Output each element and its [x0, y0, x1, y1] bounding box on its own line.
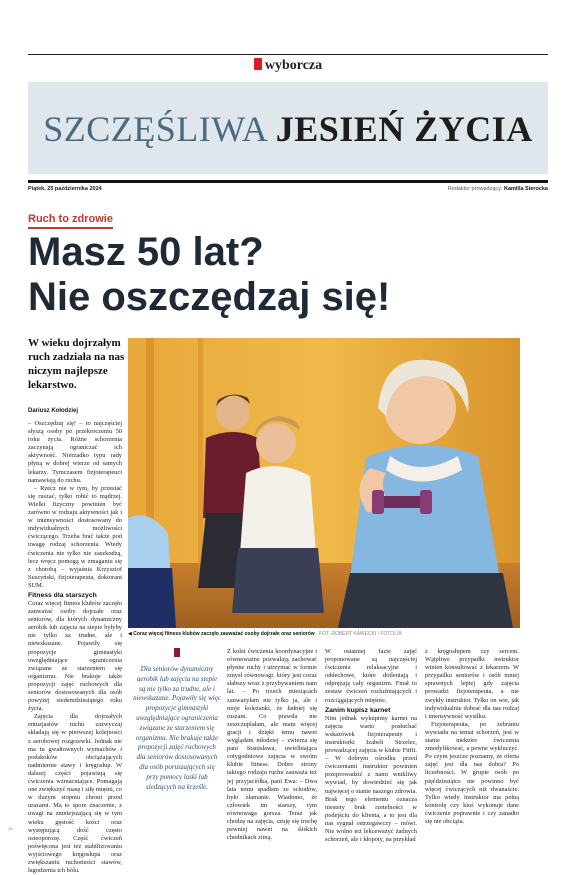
banner-title-dark: JESIEŃ ŻYCIA — [275, 109, 533, 149]
issue-date: Piątek, 25 października 2024 — [28, 186, 102, 192]
masthead — [0, 58, 576, 74]
article-headline — [28, 230, 548, 320]
text-column-5 — [425, 648, 519, 832]
brand-name: wyborcza — [264, 58, 323, 73]
paragraph: Coraz więcej fitness klubów zaczęło zauważać osoby dojrzałe oraz seniorów, dla których dynamiczny aerobik lub zajęcia na stepie byłyby nie tylko za trudne, ale i niewskazane. Pojawiły się propozycje gimnastyki uwzględniające ograniczenia związane ze starzeniem się organizmu. Nie brakuje także propozycji zajęć ruchowych dla seniorów dostosowanych dla osób powyżej siedemdziesiątego roku życia. — [28, 599, 122, 713]
masthead-rule — [28, 54, 548, 55]
text-column-4 — [325, 648, 417, 844]
paragraph: – Rzecz nie w tym, by przestać się ruszać, tylko robić to mądrzej. Wielki fizyczny powinien być zarówno w rodzaju aktywności jak i w intensywności dostosowany do indywidualnych możliwości ćwiczącego. Trzeba brać także pod uwagę rodzaj schorzenia. Wtedy ćwiczenia nie tylko nie zaszkodzą, lecz wręcz pomogą w zmaganiu się z chorobą – wyjaśnia Krzysztof Suszyński, fizjoterapeuta, doktorant ŚUM. — [28, 484, 122, 589]
quote-marker-icon — [174, 648, 180, 657]
text-column-3 — [227, 648, 317, 842]
editor-credit — [448, 186, 548, 192]
paragraph: Z kolei ćwiczenia koordynacyjne i równoważne pozwalają zachować płynne ruchy i utrzymać w formie zmysł równowagi, który jest coraz słabszy wraz z przybywaniem nam lat. – Po trzech miesiącach zauważyłam nie tylko ja, ale i moje koleżanki, że ładniej się ruszam. Co prawda nie zeszczuplałam, ale mam więcej gracji i dzięki temu nawet wyglądam młodziej – zwierza się pani Stanisława, uwielbiająca cotygodniowe zajęcia w swoim klubie fitness. Dobre strony takiego rodzaju ruchu zauważa też jej przyjaciółka, pani Ewa: – Dwa lata temu spadłam ze schodów, było złamanie. Wiadomo, że człowiek im starszy, tym równowaga gorsza. Teraz jak chodzę na zajęcia, czuję się trochę pewniej nawet na śliskich chodnikach zimą. — [227, 648, 317, 842]
caption-marker-icon: ◀ — [128, 631, 132, 637]
paragraph: W ostatniej fazie zajęć proponowane są najczęściej ćwiczenia relaksacyjne i oddechowe, które dotleniają i odprężają cały organizm. Finał to zestaw ćwiczeń rozluźniających i rozciągających mięśnie. — [325, 648, 417, 704]
article-kicker: Ruch to zdrowie — [28, 213, 113, 229]
editor-name: Kamilla Sierocka — [503, 186, 548, 192]
banner-title — [28, 108, 548, 150]
paragraph: Nim jednak wykupimy karnet na zajęcia warto posłuchać wskazówek fizjoterapeuty i instruktorki Izabeli Strzelec, prowadzącej zajęcia w klubie Fitfit. – W dobrym ośrodku przed ćwiczeniami instruktor powinien przeprowadzić z nami wnikliwy wywiad, by dowiedzieć się jak najwięcej o stanie naszego zdrowia. Brak tego elementu oznacza niestety brak rzetelności w podejściu do klienta, a to jest dla nas sygnał ostrzegawczy – mówi. Nie wolno też lekceważyć żadnych schorzeń, ale i kłopoty, na przykład — [325, 714, 417, 844]
article-author: Dariusz Kołodziej — [28, 408, 79, 414]
headline-line-2: Nie oszczędzaj się! — [28, 275, 391, 319]
subhead: Zanim kupisz karnet — [325, 706, 391, 714]
article-photo — [128, 338, 520, 628]
pull-quote — [133, 648, 221, 828]
pull-quote-text: Dla seniorów dynamiczny aerobik lub zajęcia na stepie są nie tylko za trudne, ale i niewskazane. Pojawiły się więc propozycje gimnastyki uwzględniające ograniczenia związane ze starzeniem się organizmu. Nie brakuje także propozycji zajęć ruchowych dla seniorów dostosowanych dla osób poruszających się przy pomocy laski lub siedzących na krześle. — [133, 665, 221, 791]
text-column-1 — [28, 420, 122, 875]
caption-text: Coraz więcej fitness klubów zaczęło zauważać osoby dojrzałe oraz seniorów — [133, 631, 315, 637]
section-banner — [28, 82, 548, 174]
banner-title-light: SZCZĘŚLIWA — [43, 109, 267, 149]
brand-logo-mark — [254, 58, 262, 70]
paragraph: – Oszczędzaj się! – to najczęściej słyszą osoby po przekroczeniu 50 roku życia. Różne schorzenia zaczynają ograniczać ich aktywność. Nierzadko typu rady płyną w dobrej wierze od samych lekarzy. Tymczasem fizjoterapeuci namawiają do ruchu. — [28, 420, 122, 484]
photo-caption — [128, 631, 520, 637]
headline-line-1: Masz 50 lat? — [28, 230, 264, 274]
paragraph: Fizjoterapeuta, po zebraniu wywiadu na temat schorzeń, jest w stanie niektóre ćwiczenia zmodyfikować, a pewne wykluczyć. Po czym jeszcze poznamy, że oferta zajęć jest dla nas dobra? Po liczebności. W grupie osób po pięćdziesiątce nie powinno być więcej ćwiczących niż dwanaście. Tylko wtedy instruktor ma pełną kontrolę czy ktoś wykonuje dane ćwiczenie poprawnie i czy zanadto się nie obciąża. — [425, 720, 519, 825]
subhead: Fitness dla starszych — [28, 591, 97, 599]
article-lead: W wieku dojrzałym ruch zadziała na nas niczym najlepsze lekarstwo. — [28, 337, 125, 391]
editor-label: Redaktor prowadzący: — [447, 186, 503, 192]
page-number: 16 — [8, 826, 13, 831]
photo-credit: FOT. ROBERT KAWECKI / FOTOLIA — [319, 631, 402, 637]
paragraph: Zajęcia dla dojrzałych entuzjastów ruchu zazwyczaj składają się w pierwszej kolejności z aerobowej rozgrzewki. Jednak nie ma tu gwałtownych wymachów i podskoków obciążających nadmiernie stawy i kręgosłup. W dalszej części pojawiają się ćwiczenia wzmacniające. Pomagają one zwiększyć masę i siłę mięśni, co w dużym stopniu chroni przed urazami. Ma to spore znaczenie, z uwagi na zmniejszającą się w tym wieku gęstość kości oraz występującą dość często osteoporozę. Część ćwiczeń poświęcona jest też stabilizowaniu wyjściowego kręgosłupa oraz zwiększaniu ruchomości stawów, łagodzenia ich bólu. — [28, 713, 122, 875]
dateline — [28, 180, 548, 194]
seniors-fitness-photo — [128, 338, 520, 628]
paragraph: z kręgosłupem czy sercem. Wątpliwe przypadki instruktor winien konsultować z lekarzem. W przypadku seniorów i osób mniej sprawnych lepiej gdy zajęcia prowadzi fizjoterapeuta, a nie zwykły instruktor. Tylko on wie, jak indywidualnie dobrać dla nas rodzaj i intensywność wysiłku. — [425, 648, 519, 720]
